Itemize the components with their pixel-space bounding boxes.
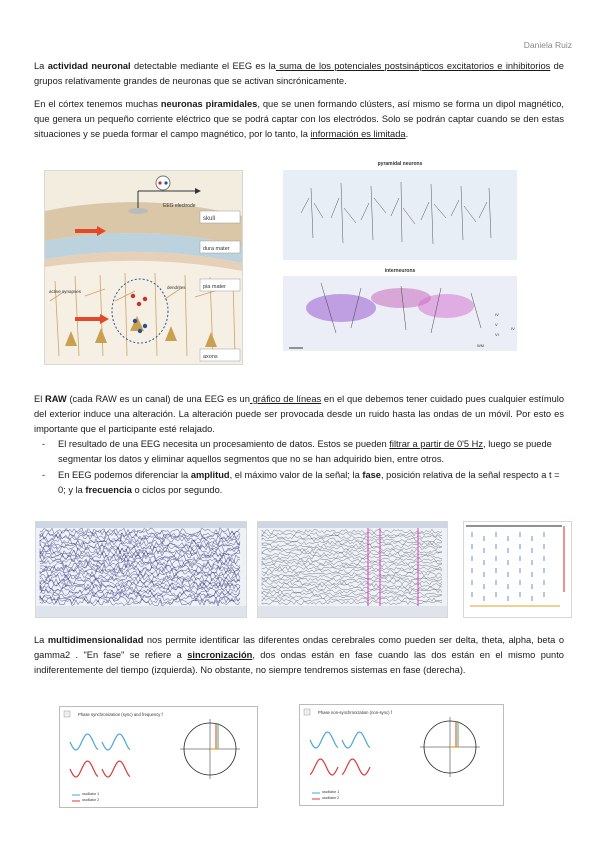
raw-traces-filtered	[258, 522, 447, 617]
raw-trace-line	[40, 548, 240, 555]
eeg-raw-screenshot-1	[35, 521, 247, 618]
phase-sync-title: Phase synchronization (sync) and frequency f	[78, 712, 163, 717]
paragraph-neuronal-activity: La actividad neuronal detectable mediante el EEG es la suma de los potenciales postsinápticos excitatorios e inhibitorios de grupos relativamente grandes de neuronas que se activan sincrónicamente.	[34, 61, 564, 86]
paragraph-pyramidal-neurons: En el córtex tenemos muchas neuronas piramidales, que se unen formando clústers, así mismo se forma un dipol magnético, que genera un pequeño corriente eléctrico que se podrá captar con los electródos. Solo se podrán captar cuando se den estas situaciones y se pueda formar el campo magnético, por lo tanto, la información es limitada.	[34, 99, 564, 139]
phase-red-wave	[342, 759, 370, 775]
raw1-toolbar	[36, 522, 246, 528]
processing-bullets	[58, 437, 564, 499]
eeg-raw-screenshot-3	[463, 521, 572, 618]
phase-red-wave	[310, 759, 338, 775]
phase-red-wave	[70, 761, 98, 777]
raw-trace-line	[262, 601, 442, 605]
phase-blue-wave	[342, 732, 370, 748]
raw-trace-line	[262, 541, 442, 545]
neurons-diagram	[281, 158, 519, 356]
raw-trace-line	[262, 558, 442, 562]
title-interneurons: interneurons	[384, 268, 416, 274]
eeg-raw-screenshot-2	[257, 521, 448, 618]
raw-trace-line	[262, 555, 442, 559]
phase-blue-wave	[70, 734, 98, 750]
raw-trace-line	[262, 598, 442, 602]
phase-blue-wave	[310, 732, 338, 748]
raw-trace-line	[262, 569, 442, 573]
paragraph-multidimensionality: La multidimensionalidad nos permite identificar las diferentes ondas cerebrales como pueden ser delta, theta, alpha, beta o gamma2 . "En fase" se refiere a sincronización, dos ondas están en fase cuando las dos están en el mismo punto indiferentemente del tiempo (izquierda). No obstante, no siempre tendremos sistemas en fase (derecha).	[34, 635, 564, 675]
raw-traces-segment	[464, 522, 571, 617]
raw-trace-line	[40, 599, 240, 606]
layer-tag-vi: VI	[495, 332, 499, 337]
phase-nonsync-figure	[299, 704, 504, 806]
phase-sync-legend-1: oscillator 1	[82, 792, 100, 796]
phase-nonsync-title: Phase non-synchronization (non-sync) f	[318, 710, 392, 715]
phase-nonsync-legend-1: oscillator 1	[322, 790, 340, 794]
phase-nonsync-diagram	[300, 705, 503, 805]
raw-traces-dense	[36, 522, 246, 617]
raw-trace-line	[262, 586, 442, 590]
phase-sync-legend-2: oscillator 2	[82, 798, 100, 802]
layer-tag-iv: IV	[495, 312, 499, 317]
neurons-figure	[281, 158, 519, 356]
label-eeg-electrode: EEG electrode	[163, 203, 196, 209]
raw-trace-line	[262, 564, 442, 568]
raw-trace-line	[262, 578, 442, 582]
phase-sync-diagram	[60, 707, 257, 807]
raw2-toolbar	[258, 522, 447, 528]
raw-trace-line	[262, 544, 442, 548]
raw-trace-line	[262, 529, 442, 533]
phase-blue-wave	[102, 734, 130, 750]
cortex-dipole-diagram	[45, 171, 242, 364]
raw-trace-line	[262, 592, 442, 596]
raw-trace-line	[262, 589, 442, 593]
layer-tag-v: V	[495, 322, 498, 327]
layer-tag-wm: WM	[477, 343, 485, 348]
cortex-dipole-figure	[44, 170, 243, 365]
label-pia: pia mater	[203, 284, 226, 290]
phase-panel-badge	[64, 711, 70, 717]
bullet-amplitude-phase-frequency: - En EEG podemos diferenciar la amplitud, el máximo valor de la señal; la fase, posición relativa de la señal respecto a t = 0; y la frecuencia o ciclos por segundo.	[58, 468, 564, 497]
bullet-processing: - El resultado de una EEG necesita un procesamiento de datos. Estos se pueden filtrar a partir de 0'5 Hz, luego se puede segmentar los datos y eliminar aquellos segmentos que no se han adquirido bien, entre otros.	[58, 437, 564, 466]
label-skull: skull	[203, 216, 216, 222]
raw-trace-line	[262, 535, 442, 539]
phase-red-wave	[102, 761, 130, 777]
raw-trace-line	[262, 547, 442, 551]
label-dendrites: dendrites	[167, 285, 186, 290]
raw-trace-line	[262, 581, 442, 585]
title-pyramidal: pyramidal neurons	[377, 161, 423, 167]
raw-trace-line	[262, 538, 442, 542]
layer-tag-iv-2: IV	[511, 326, 515, 331]
paragraph-raw: El RAW (cada RAW es un canal) de una EEG es un gráfico de líneas en el que debemos tener cuidado pues cualquier estímulo del exterior induce una alteración. La alteración puede ser provocada desde un ruido hasta las ondas de un móvil. Por esto es importante que el participante esté relajado.	[34, 394, 564, 434]
author-name: Daniela Ruiz	[523, 40, 572, 50]
raw-trace-line	[262, 561, 442, 565]
phase-nonsync-legend-2: oscillator 2	[322, 796, 340, 800]
raw-trace-line	[262, 552, 442, 556]
label-dura: dura mater	[203, 246, 230, 252]
phase-panel-badge	[304, 709, 310, 715]
label-axons: axons	[203, 354, 218, 360]
raw1-footer	[36, 606, 246, 617]
label-active-synapses: active synapses	[49, 289, 82, 294]
raw-trace-line	[262, 572, 442, 576]
phase-sync-figure	[59, 706, 258, 808]
raw2-footer	[258, 606, 447, 617]
